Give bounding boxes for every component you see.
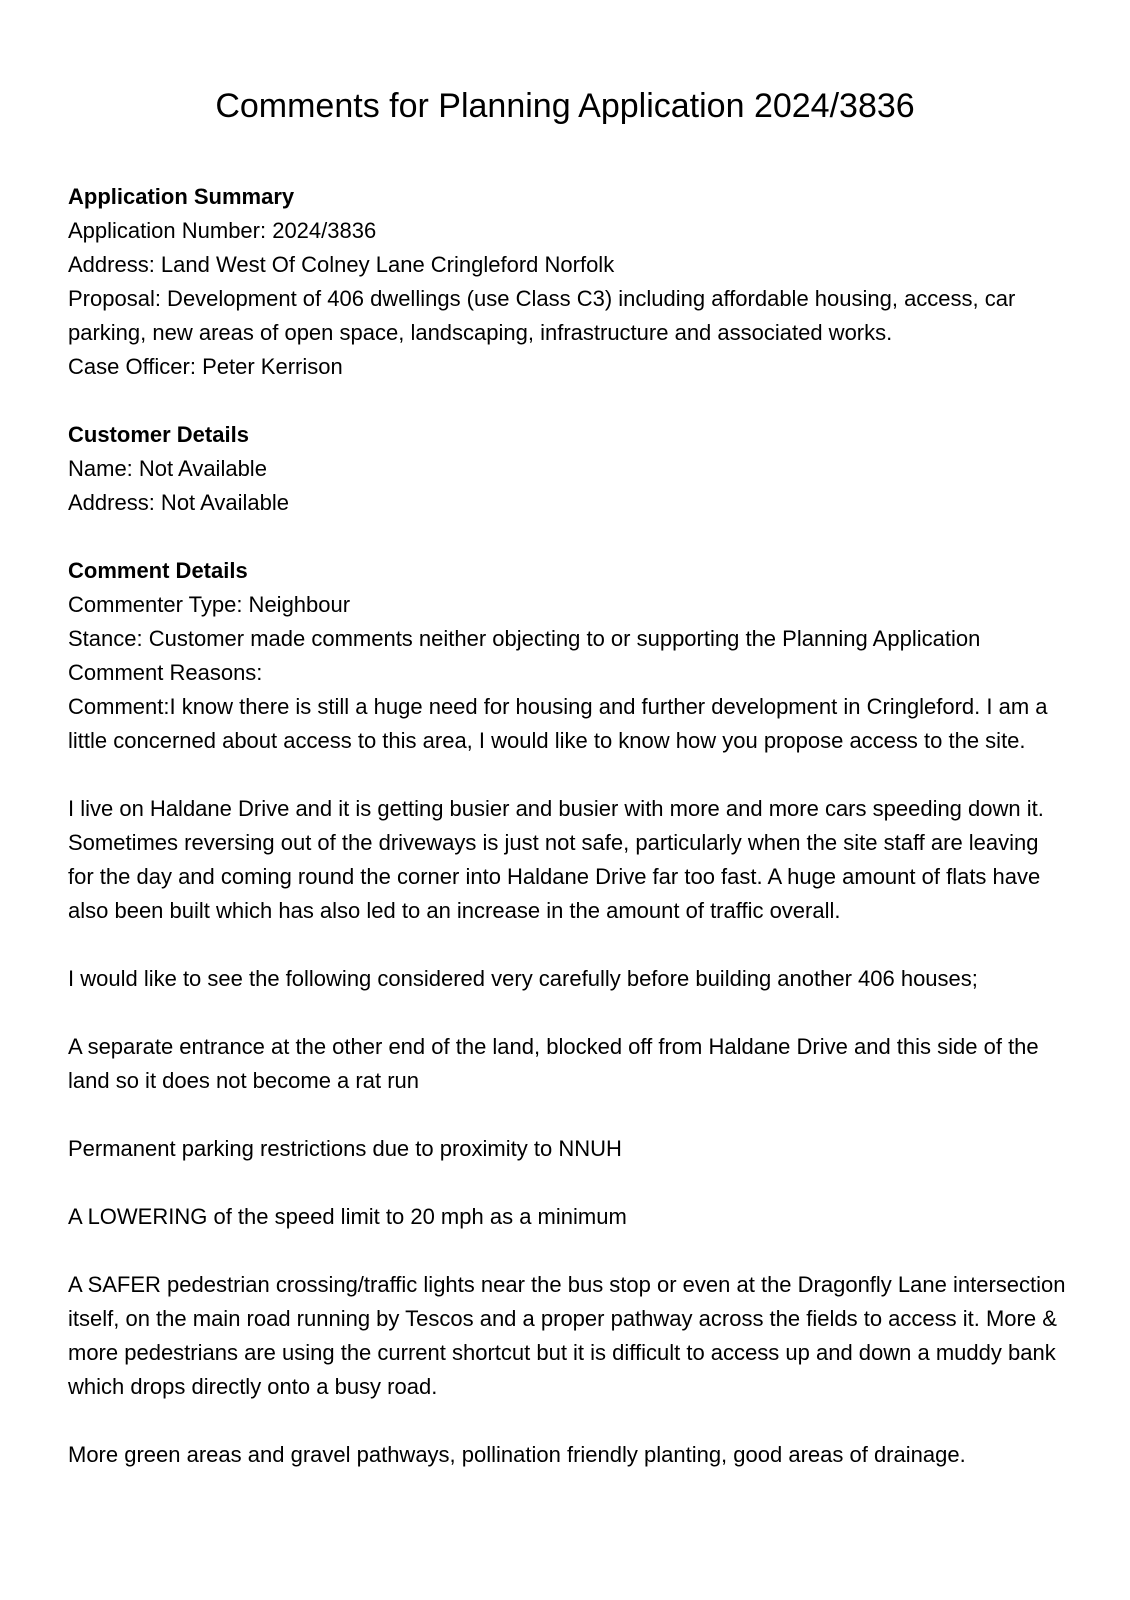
document-body — [68, 180, 1068, 1506]
customer-details-section — [68, 418, 1068, 520]
comment-paragraph: Comment:I know there is still a huge need for housing and further development in Cringleford. I am a little concerned about access to this area, I would like to know how you propose access to the site. — [68, 694, 1048, 753]
commenter-type: Commenter Type: Neighbour — [68, 592, 351, 617]
comment-paragraph: A LOWERING of the speed limit to 20 mph as a minimum — [68, 1204, 627, 1229]
comment-paragraph: I live on Haldane Drive and it is getting busier and busier with more and more cars speeding down it. Sometimes reversing out of the driveways is just not safe, particularly when the site staff are leaving for the day and coming round the corner into Haldane Drive far too fast. A huge amount of flats have also been built which has also led to an increase in the amount of traffic overall. — [68, 796, 1044, 923]
application-summary-heading: Application Summary — [68, 184, 295, 209]
case-officer: Case Officer: Peter Kerrison — [68, 354, 343, 379]
application-number: Application Number: 2024/3836 — [68, 218, 377, 243]
comment-paragraph: Permanent parking restrictions due to proximity to NNUH — [68, 1136, 622, 1161]
page-title: Comments for Planning Application 2024/3836 — [215, 87, 915, 125]
comment-stance: Stance: Customer made comments neither objecting to or supporting the Planning Application — [68, 626, 981, 651]
comment-paragraph: A separate entrance at the other end of the land, blocked off from Haldane Drive and this side of the land so it does not become a rat run — [68, 1034, 1039, 1093]
comment-paragraph: A SAFER pedestrian crossing/traffic lights near the bus stop or even at the Dragonfly Lane intersection itself, on the main road running by Tescos and a proper pathway across the fields to access it. More & more pedestrians are using the current shortcut but it is difficult to access up and down a muddy bank which drops directly onto a busy road. — [68, 1272, 1066, 1399]
customer-address: Address: Not Available — [68, 490, 289, 515]
application-address: Address: Land West Of Colney Lane Cringleford Norfolk — [68, 252, 615, 277]
application-summary-section — [68, 180, 1068, 384]
comment-reasons: Comment Reasons: — [68, 660, 263, 685]
application-proposal: Proposal: Development of 406 dwellings (use Class C3) including affordable housing, access, car parking, new areas of open space, landscaping, infrastructure and associated works. — [68, 286, 1016, 345]
customer-name: Name: Not Available — [68, 456, 267, 481]
comment-paragraph: I would like to see the following considered very carefully before building another 406 houses; — [68, 966, 978, 991]
customer-details-heading: Customer Details — [68, 422, 249, 447]
comment-paragraph: More green areas and gravel pathways, pollination friendly planting, good areas of drainage. — [68, 1442, 966, 1467]
comment-details-section — [68, 554, 1068, 1472]
comment-details-heading: Comment Details — [68, 558, 248, 583]
